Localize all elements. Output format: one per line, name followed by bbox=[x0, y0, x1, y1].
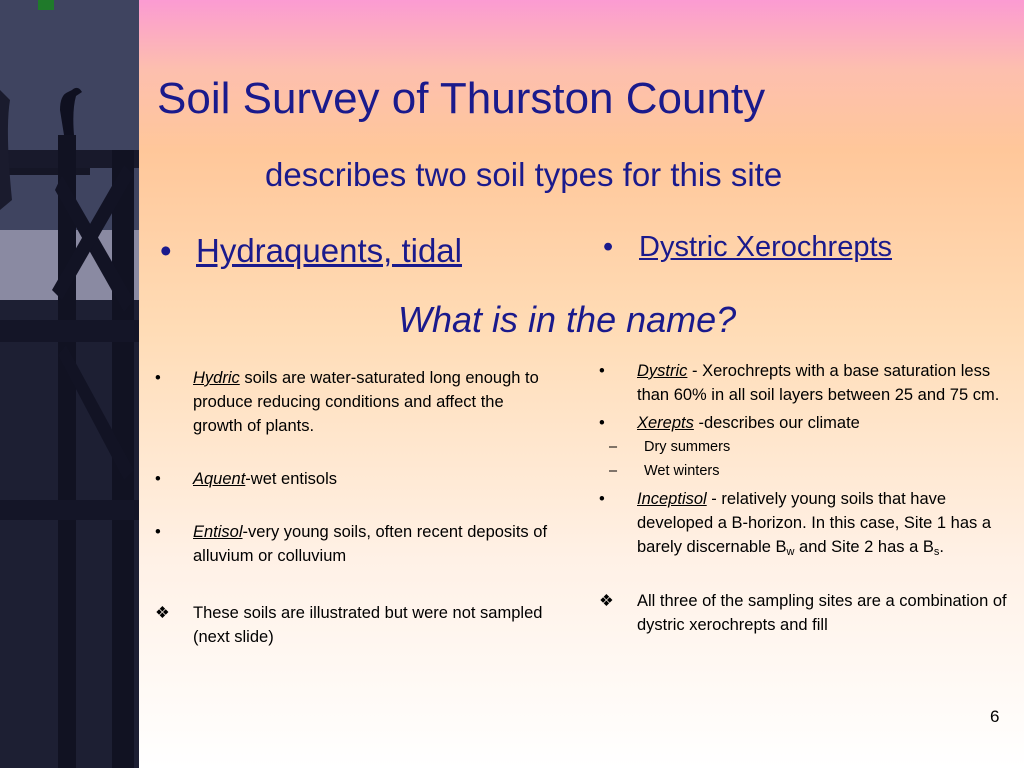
subitem-dry-summers bbox=[599, 435, 1011, 459]
diamond-marker: ❖ bbox=[599, 592, 614, 610]
definition-inceptisol-mid: and Site 2 has a B bbox=[794, 538, 934, 556]
list-item-dystric bbox=[599, 359, 1011, 407]
term-aquent: Aquent bbox=[193, 470, 246, 488]
note-not-sampled-text: These soils are illustrated but were not sampled (next slide) bbox=[193, 604, 543, 646]
definition-hydric: soils are water-saturated long enough to produce reducing conditions and affect the growth of plants. bbox=[193, 369, 539, 435]
bullet-marker: • bbox=[599, 362, 605, 380]
definition-aquent: -wet entisols bbox=[245, 470, 337, 488]
slide-title: Soil Survey of Thurston County bbox=[157, 74, 766, 123]
term-hydric: Hydric bbox=[193, 369, 240, 387]
note-not-sampled bbox=[155, 601, 555, 649]
definition-dystric: - Xerochrepts with a base saturation less than 60% in all soil layers between 25 and 75 cm. bbox=[637, 362, 1000, 404]
list-item-inceptisol bbox=[599, 487, 1011, 559]
term-dystric: Dystric bbox=[637, 362, 688, 380]
list-item-xerepts bbox=[599, 411, 1011, 435]
slide-subtitle: describes two soil types for this site bbox=[265, 156, 783, 193]
list-item-hydric bbox=[155, 366, 555, 438]
note-all-sites bbox=[599, 589, 1011, 637]
list-item-aquent bbox=[155, 467, 555, 491]
term-entisol: Entisol bbox=[193, 523, 243, 541]
definition-inceptisol-end: . bbox=[939, 538, 944, 556]
definition-xerepts: -describes our climate bbox=[693, 414, 860, 432]
diamond-marker: ❖ bbox=[155, 604, 170, 622]
subitem-text: Wet winters bbox=[644, 463, 720, 479]
bullet-marker: • bbox=[155, 523, 161, 541]
bullet-marker: • bbox=[599, 490, 605, 508]
heron-photo-graphic bbox=[0, 0, 139, 768]
bullet-marker: • bbox=[160, 232, 172, 269]
bullet-marker: • bbox=[155, 470, 161, 488]
note-all-sites-text: All three of the sampling sites are a combination of dystric xerochrepts and fill bbox=[637, 592, 1007, 634]
subitem-wet-winters bbox=[599, 459, 1011, 483]
definition-entisol: -very young soils, often recent deposits of alluvium or colluvium bbox=[193, 523, 548, 565]
question-heading: What is in the name? bbox=[398, 299, 737, 340]
heron-photo bbox=[0, 0, 139, 768]
bullet-marker: • bbox=[155, 369, 161, 387]
list-item-entisol bbox=[155, 520, 555, 568]
term-xerepts: Xerepts bbox=[637, 414, 694, 432]
left-column bbox=[155, 366, 555, 649]
term-inceptisol: Inceptisol bbox=[637, 490, 707, 508]
page-number: 6 bbox=[990, 707, 1000, 726]
bullet-marker: • bbox=[603, 231, 614, 263]
right-column bbox=[599, 359, 1011, 637]
dash-marker: – bbox=[609, 463, 618, 479]
dash-marker: – bbox=[609, 439, 618, 455]
definition-inceptisol: - relatively young soils that have developed a B-horizon. In this case, Site 1 has a barely discernable B bbox=[637, 490, 992, 556]
left-heading-text: Hydraquents, tidal bbox=[196, 232, 462, 269]
right-heading-text: Dystric Xerochrepts bbox=[639, 231, 893, 263]
subscript-s: s bbox=[933, 546, 940, 558]
subscript-w: w bbox=[786, 546, 795, 558]
bullet-marker: • bbox=[599, 414, 605, 432]
subitem-text: Dry summers bbox=[644, 439, 731, 455]
